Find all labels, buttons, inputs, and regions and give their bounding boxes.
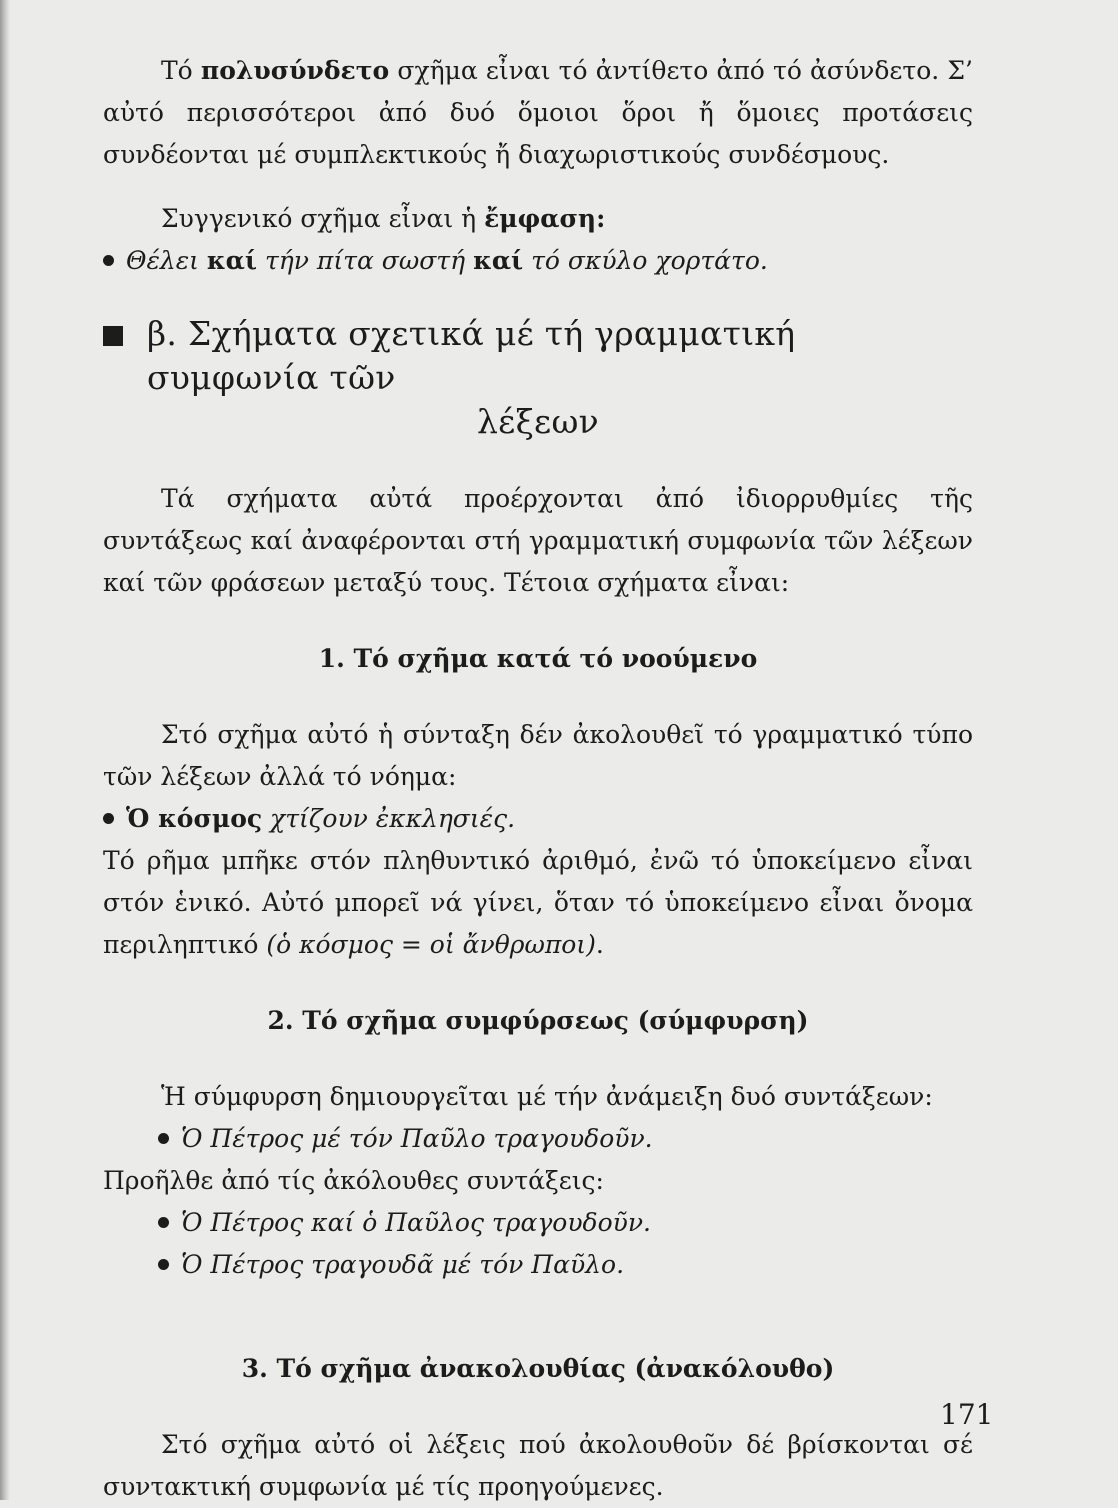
example-emphasis: Θέλει καί τήν πίτα σωστή καί τό σκύλο χορτάτο. [103, 240, 973, 282]
paragraph-intro: Τά σχήματα αὐτά προέρχονται ἀπό ἰδιορρυθμίες τῆς συντάξεως καί ἀναφέρονται στή γραμματική συμφωνία τῶν λέξεων καί τῶν φράσεων μεταξύ τους. Τέτοια σχήματα εἶναι: [103, 484, 973, 597]
document-page [103, 50, 973, 1508]
example-petros-1: Ὁ Πέτρος μέ τόν Παῦλο τραγουδοῦν. [103, 1118, 973, 1160]
paragraph-explanation: Τό ρῆμα μπῆκε στόν πληθυντικό ἀριθμό, ἐνῶ τό ὑποκείμενο εἶναι στόν ἑνικό. Αὐτό μπορεῖ νά γίνει, ὅταν τό ὑποκείμενο εἶναι ὄνομα περιληπτικό (ὁ κόσμος = οἱ ἄνθρωποι). [103, 846, 973, 959]
paragraph-meaning: Στό σχῆμα αὐτό ἡ σύνταξη δέν ἀκολουθεῖ τό γραμματικό τύπο τῶν λέξεων ἀλλά τό νόημα: [103, 720, 973, 791]
bullet-icon [158, 1133, 169, 1144]
square-bullet-icon [103, 326, 123, 346]
paragraph-emphasis: Συγγενικό σχῆμα εἶναι ἡ ἔμφαση: [161, 204, 606, 233]
bullet-icon [158, 1259, 169, 1270]
bullet-icon [103, 255, 114, 266]
paragraph-anakolouthia: Στό σχῆμα αὐτό οἱ λέξεις πού ἀκολουθοῦν δέ βρίσκονται σέ συντακτική συμφωνία μέ τίς προηγούμενες. [103, 1430, 973, 1501]
example-petros-2: Ὁ Πέτρος καί ὁ Παῦλος τραγουδοῦν. [103, 1202, 973, 1244]
subheading-2: 2. Τό σχῆμα συμφύρσεως (σύμφυρση) [267, 1006, 809, 1035]
paragraph-symfyrsi: Ἡ σύμφυρση δημιουργεῖται μέ τήν ἀνάμειξη δυό συντάξεων: [161, 1082, 933, 1111]
bullet-icon [103, 813, 114, 824]
bullet-icon [158, 1217, 169, 1228]
paragraph-polysyndeton: Τό πολυσύνδετο σχῆμα εἶναι τό ἀντίθετο ἀπό τό ἀσύνδετο. Σ’ αὐτό περισσότεροι ἀπό δυό ὅμοιοι ὅροι ἤ ὅμοιες προτάσεις συνδέονται μέ συμπλεκτικούς ἤ διαχωριστικούς συνδέσμους. [103, 56, 973, 169]
page-number: 171 [940, 1398, 994, 1431]
subheading-3: 3. Τό σχῆμα ἀνακολουθίας (ἀνακόλουθο) [241, 1354, 835, 1383]
page-binding-edge [0, 0, 10, 1500]
subheading-1: 1. Τό σχῆμα κατά τό νοούμενο [318, 644, 758, 673]
example-kosmos: Ὁ κόσμος χτίζουν ἐκκλησιές. [103, 798, 973, 840]
example-petros-3: Ὁ Πέτρος τραγουδᾶ μέ τόν Παῦλο. [103, 1244, 973, 1286]
section-heading: β. Σχήματα σχετικά μέ τή γραμματική συμφωνία τῶν λέξεων [103, 312, 973, 444]
paragraph-source: Προῆλθε ἀπό τίς ἀκόλουθες συντάξεις: [103, 1166, 604, 1195]
